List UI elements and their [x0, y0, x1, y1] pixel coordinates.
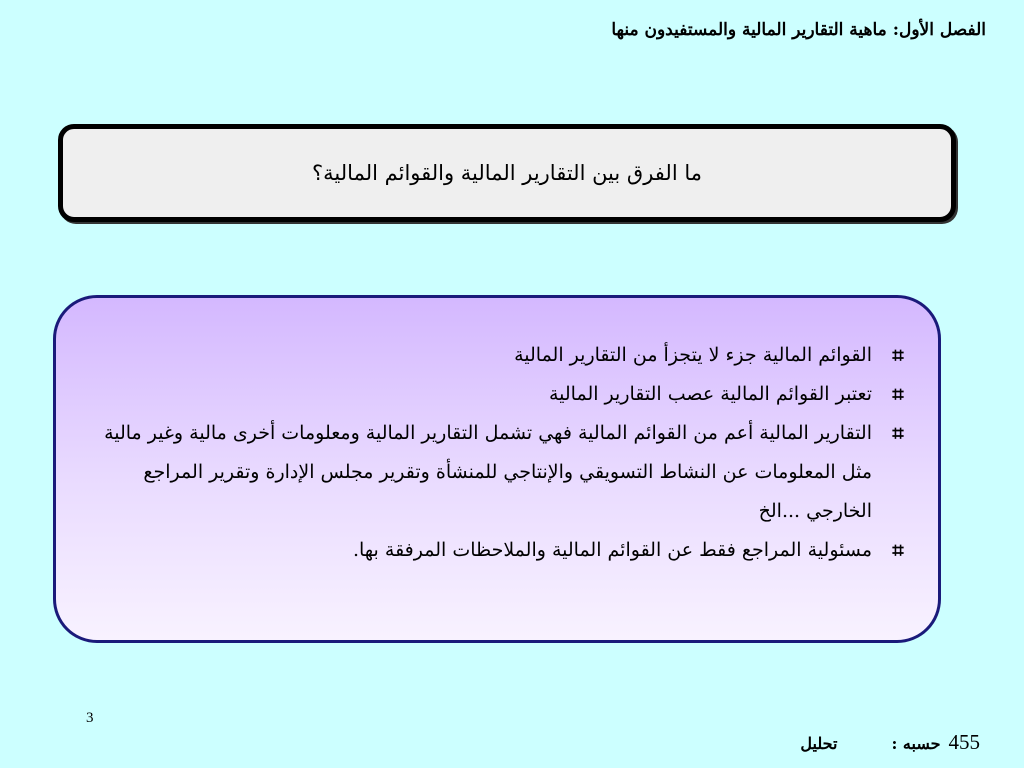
- list-item-text: مسئولية المراجع فقط عن القوائم المالية والملاحظات المرفقة بها.: [352, 539, 872, 561]
- course-number: 455: [948, 730, 980, 754]
- list-item: [102, 414, 912, 531]
- course-name: تحليل: [800, 734, 838, 753]
- square-bullet-icon: ⌗: [892, 343, 904, 367]
- question-box: [58, 124, 956, 222]
- list-item-text: تعتبر القوائم المالية عصب التقارير المالية: [548, 383, 872, 405]
- chapter-title: الفصل الأول: ماهية التقارير المالية والمستفيدون منها: [611, 20, 986, 40]
- list-item: [102, 336, 912, 375]
- square-bullet-icon: ⌗: [892, 538, 904, 562]
- page-number: 3: [86, 710, 94, 726]
- square-bullet-icon: ⌗: [892, 421, 904, 445]
- course-label: حسبه :: [891, 734, 941, 753]
- square-bullet-icon: ⌗: [892, 382, 904, 406]
- list-item-text: القوائم المالية جزء لا يتجزأ من التقارير المالية: [514, 344, 872, 366]
- bullet-list: [102, 336, 912, 570]
- list-item-text: التقارير المالية أعم من القوائم المالية فهي تشمل التقارير المالية ومعلومات أخرى مالية وغير مالية مثل المعلومات عن النشاط التسويقي والإنتاجي للمنشأة وتقرير مجلس الإدارة وتقرير المراجع الخارجي ...الخ: [104, 422, 872, 522]
- question-text: ما الفرق بين التقارير المالية والقوائم المالية؟: [312, 161, 702, 185]
- footer: [800, 730, 980, 755]
- list-item: [102, 375, 912, 414]
- list-item: [102, 531, 912, 570]
- answer-box: [53, 295, 941, 643]
